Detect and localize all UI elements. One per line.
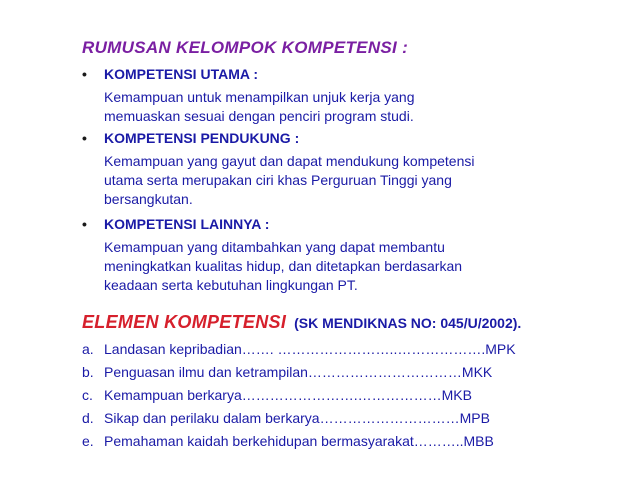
elemen-reference: (SK MENDIKNAS NO: 045/U/2002). [294, 315, 522, 331]
item-text: Kemampuan berkarya…………………….………………MKB [104, 387, 472, 403]
bullet-description [104, 152, 474, 209]
description-line: utama serta merupakan ciri khas Perguruan Tinggi yang [104, 172, 452, 188]
description-line: Kemampuan untuk menampilkan unjuk kerja yang [104, 89, 415, 105]
description-line: memuaskan sesuai dengan penciri program studi. [104, 108, 414, 124]
item-text: Landasan kepribadian……. ……………………..……………….MPK [104, 341, 516, 357]
elemen-heading [82, 312, 521, 333]
bullet-marker: • [82, 66, 87, 82]
bullet-heading: KOMPETENSI UTAMA : [104, 66, 258, 82]
description-line: keadaan serta kebutuhan lingkungan PT. [104, 277, 358, 293]
description-line: bersangkutan. [104, 191, 193, 207]
bullet-kompetensi-lainnya [82, 216, 269, 232]
list-item [82, 341, 516, 357]
item-text: Penguasan ilmu dan ketrampilan……………………………MKK [104, 364, 493, 380]
item-text: Sikap dan perilaku dalam berkarya…………………………MPB [104, 410, 490, 426]
item-letter: a. [82, 341, 94, 357]
item-letter: c. [82, 387, 93, 403]
bullet-marker: • [82, 216, 87, 232]
bullet-heading: KOMPETENSI PENDUKUNG : [104, 130, 300, 146]
bullet-kompetensi-utama [82, 66, 258, 82]
bullet-marker: • [82, 130, 87, 146]
list-item [82, 364, 492, 380]
bullet-description [104, 238, 462, 295]
list-item [82, 433, 494, 449]
list-item [82, 387, 472, 403]
elemen-title: ELEMEN KOMPETENSI [82, 312, 287, 332]
item-letter: b. [82, 364, 94, 380]
slide-title: RUMUSAN KELOMPOK KOMPETENSI : [82, 38, 409, 57]
bullet-kompetensi-pendukung [82, 130, 299, 146]
list-item [82, 410, 490, 426]
item-text: Pemahaman kaidah berkehidupan bermasyarakat………..MBB [104, 433, 494, 449]
description-line: Kemampuan yang gayut dan dapat mendukung kompetensi [104, 153, 475, 169]
bullet-heading: KOMPETENSI LAINNYA : [104, 216, 270, 232]
description-line: Kemampuan yang ditambahkan yang dapat membantu [104, 239, 445, 255]
item-letter: d. [82, 410, 94, 426]
item-letter: e. [82, 433, 94, 449]
description-line: meningkatkan kualitas hidup, dan ditetapkan berdasarkan [104, 258, 463, 274]
bullet-description [104, 88, 415, 126]
